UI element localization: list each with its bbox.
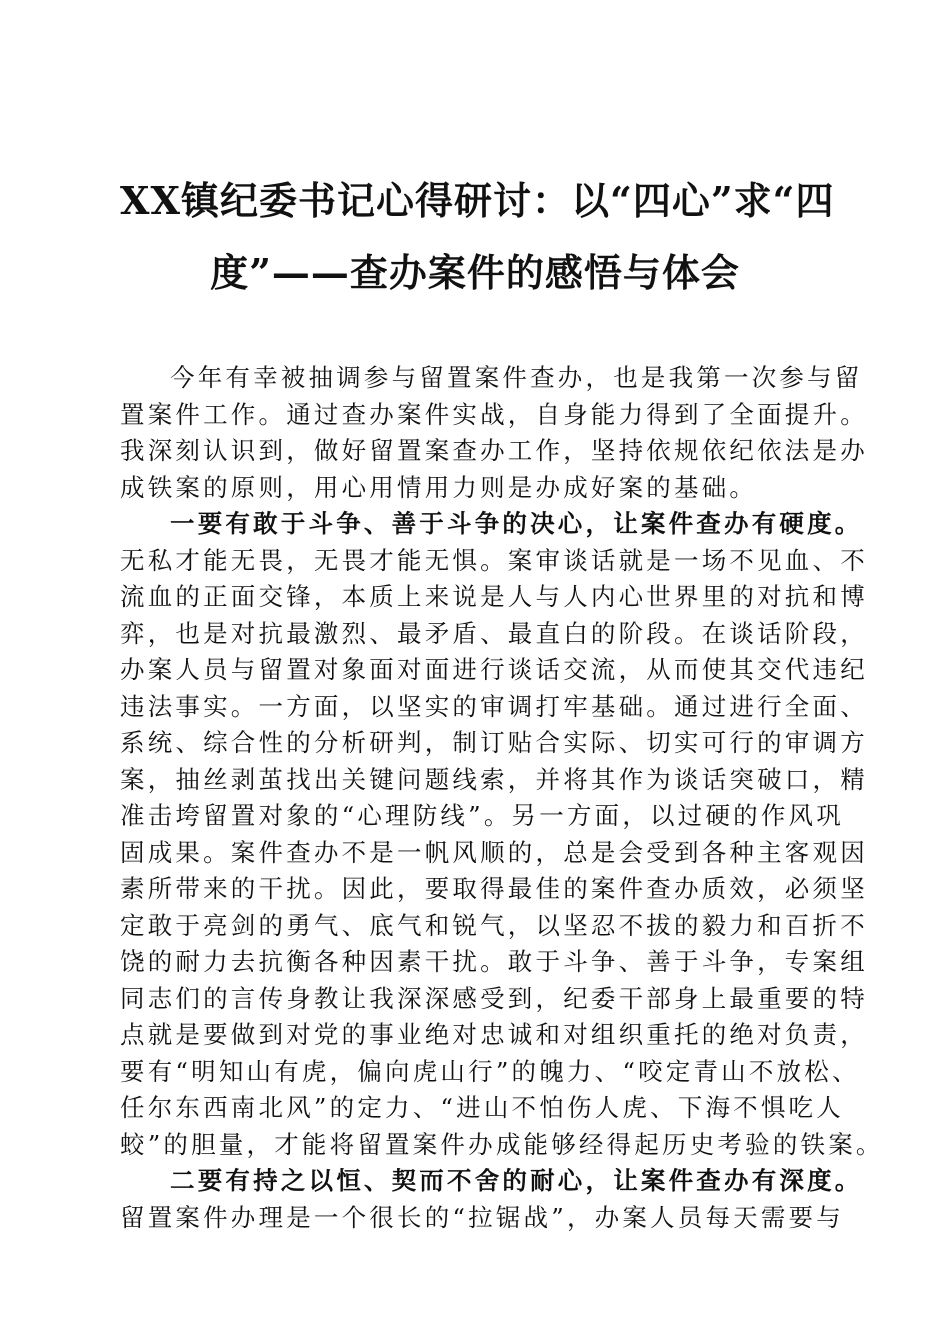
text-line: 准击垮留置对象的“心理防线”。另一方面，以过硬的作风巩 <box>120 801 844 830</box>
text-line: 置案件工作。通过查办案件实战，自身能力得到了全面提升。 <box>120 399 868 429</box>
paragraph-section-2 <box>120 1200 844 1237</box>
text-line: 同志们的言传身教让我深深感受到，纪委干部身上最重要的特 <box>120 983 868 1013</box>
text-line: 案，抽丝剥茧找出关键问题线索，并将其作为谈话突破口，精 <box>120 764 868 794</box>
text-line: 饶的耐力去抗衡各种因素干扰。敢于斗争、善于斗争，专案组 <box>120 947 868 976</box>
text-line: 留置案件办理是一个很长的“拉锯战”，办案人员每天需要与 <box>120 1202 844 1232</box>
text-line: 点就是要做到对党的事业绝对忠诚和对组织重托的绝对负责， <box>120 1020 868 1049</box>
text-line: 违法事实。一方面，以坚实的审调打牢基础。通过进行全面、 <box>120 691 868 721</box>
document-title <box>120 165 835 309</box>
text-line: 今年有幸被抽调参与留置案件查办，也是我第一次参与留 <box>170 363 863 392</box>
section-heading-2: 二要有持之以恒、契而不舍的耐心，让案件查办有深度。 <box>170 1166 863 1195</box>
text-line: 要有“明知山有虎，偏向虎山行”的魄力、“咬定青山不放松、 <box>120 1056 860 1086</box>
text-line: 我深刻认识到，做好留置案查办工作，坚持依规依纪依法是办 <box>120 436 868 465</box>
text-line: 弈，也是对抗最激烈、最矛盾、最直白的阶段。在谈话阶段， <box>120 618 868 648</box>
text-line: 流血的正面交锋，本质上来说是人与人内心世界里的对抗和博 <box>120 582 868 611</box>
title-line: 度”——查办案件的感悟与体会 <box>210 250 740 295</box>
section-heading-1: 一要有敢于斗争、善于斗争的决心，让案件查办有硬度。 <box>170 509 863 538</box>
paragraph-intro <box>120 360 868 506</box>
text-line: 固成果。案件查办不是一帆风顺的，总是会受到各种主客观因 <box>120 837 868 867</box>
title-line: XX镇纪委书记心得研讨：以“四心”求“四 <box>120 178 835 223</box>
text-line: 无私才能无畏，无畏才能无惧。案审谈话就是一场不见血、不 <box>120 545 868 575</box>
paragraph-section-1 <box>120 543 884 1164</box>
text-line: 系统、综合性的分析研判，制订贴合实际、切实可行的审调方 <box>120 728 868 757</box>
text-line: 素所带来的干扰。因此，要取得最佳的案件查办质效，必须坚 <box>120 874 868 903</box>
text-line: 成铁案的原则，用心用情用力则是办成好案的基础。 <box>120 472 758 502</box>
document-body <box>120 360 884 1236</box>
text-line: 办案人员与留置对象面对面进行谈话交流，从而使其交代违纪 <box>120 655 868 684</box>
text-line: 定敢于亮剑的勇气、底气和锐气，以坚忍不拔的毅力和百折不 <box>120 910 868 940</box>
text-line: 任尔东西南北风”的定力、“进山不怕伤人虎、下海不惧吃人 <box>120 1093 844 1122</box>
text-line: 蛟”的胆量，才能将留置案件办成能够经得起历史考验的铁案。 <box>120 1129 884 1159</box>
